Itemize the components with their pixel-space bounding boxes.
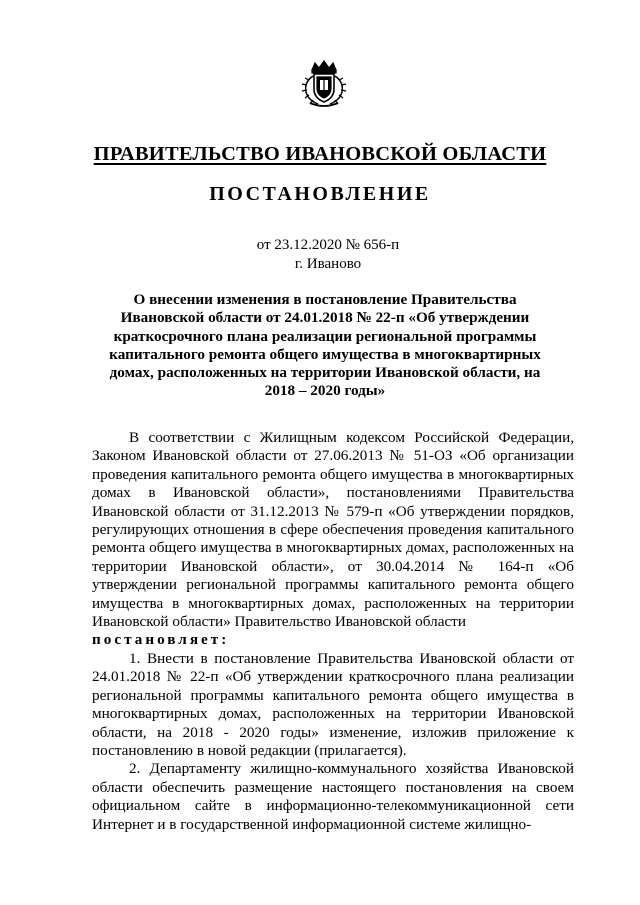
document-subject: О внесении изменения в постановление Правительства Ивановской области от 24.01.2018 № 22-п «Об утверждении краткосрочного плана реализации региональной программы капитального ремонта общего имущества в многоквартирных домах, расположенных на территории Ивановской области, на 2018 – 2020 годы»	[109, 291, 541, 400]
item-2-paragraph: 2. Департаменту жилищно-коммунального хозяйства Ивановской области обеспечить размещение настоящего постановления на своем официальном сайте в информационно-телекоммуникационной сети Интернет и в государственной информационной системе жилищно-	[92, 760, 574, 833]
item-1-paragraph: 1. Внести в постановление Правительства Ивановской области от 24.01.2018 № 22-п «Об утверждении краткосрочного плана реализации региональной программы капитального ремонта общего имущества в многоквартирных домах, расположенных на территории Ивановской области, на 2018 - 2020 годы» изменение, изложив приложение к постановлению в новой редакции (прилагается).	[92, 649, 574, 759]
preamble-paragraph: В соответствии с Жилищным кодексом Российской Федерации, Законом Ивановской области от 27.06.2013 № 51-ОЗ «Об организации проведения капитального ремонта общего имущества в многоквартирных домах в Ивановской области», постановлениями Правительства Ивановской области от 31.12.2013 № 579-п «Об утверждении порядков, регулирующих отношения в сфере обеспечения проведения капитального ремонта общего имущества в многоквартирных домах, расположенных на территории Ивановской области», от 30.04.2014 № 164-п «Об утверждении региональной программы капитального ремонта общего имущества в многоквартирных домах, расположенных на территории Ивановской области» Правительство Ивановской области	[92, 429, 574, 631]
decree-colon: :	[221, 631, 227, 649]
decree-word	[92, 631, 574, 649]
organization-title: ПРАВИТЕЛЬСТВО ИВАНОВСКОЙ ОБЛАСТИ	[93, 143, 547, 165]
decree-word-text: постановляет	[92, 631, 222, 649]
document-type-heading: ПОСТАНОВЛЕНИЕ	[209, 183, 431, 205]
document-city: г. Иваново	[294, 256, 362, 272]
ivanovo-coat-of-arms-icon	[298, 58, 350, 110]
document-body	[92, 429, 574, 834]
document-date-number: от 23.12.2020 № 656-п	[256, 237, 400, 253]
